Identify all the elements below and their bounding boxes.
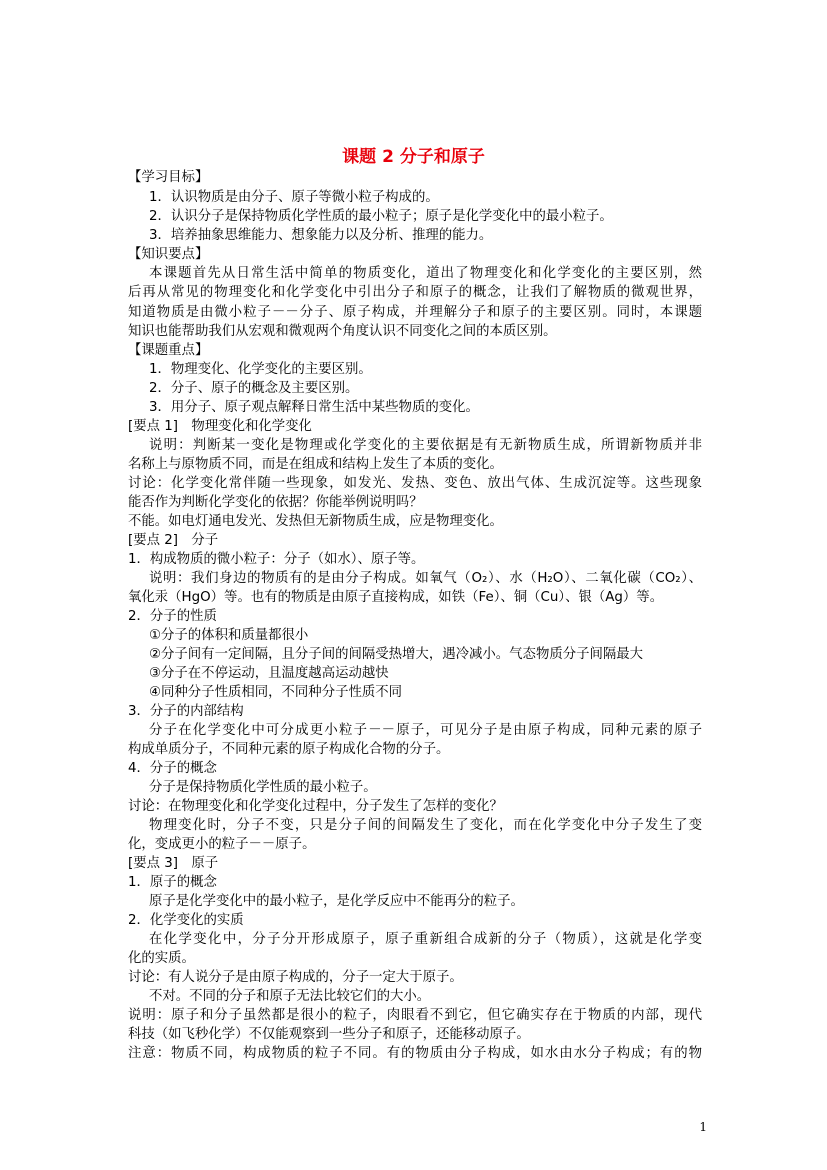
numbered-item: 1．构成物质的微小粒子：分子（如水）、原子等。 [128, 552, 425, 567]
numbered-item: 2．分子的性质 [128, 609, 217, 624]
section-heading-knowledge: 【知识要点】 [128, 247, 209, 262]
page-number: 1 [699, 1120, 707, 1134]
property-item: ④同种分子性质相同，不同种分子性质不同 [149, 685, 403, 700]
key-point-item: 2．分子、原子的概念及主要区别。 [149, 381, 359, 396]
paragraph-line: 知道物质是由微小粒子－－分子、原子构成，并理解分子和原子的主要区别。同时，本课题 [128, 305, 702, 320]
paragraph-line: 分子在化学变化中可分成更小粒子－－原子，可见分子是由原子构成，同种元素的原子 [149, 723, 702, 738]
paragraph-line: 说明：我们身边的物质有的是由分子构成。如氧气（O₂）、水（H₂O）、二氧化碳（CO₂）、 [149, 571, 702, 586]
paragraph-line: 不能。如电灯通电发光、发热但无新物质生成，应是物理变化。 [128, 514, 503, 529]
numbered-item: 4．分子的概念 [128, 761, 217, 776]
paragraph-line: 讨论：在物理变化和化学变化过程中，分子发生了怎样的变化？ [128, 799, 503, 814]
objective-item: 1．认识物质是由分子、原子等微小粒子构成的。 [149, 190, 439, 205]
section-heading-key-points: 【课题重点】 [128, 343, 209, 358]
numbered-item: 3．分子的内部结构 [128, 704, 244, 719]
paragraph-line: 能否作为判断化学变化的依据？你能举例说明吗？ [128, 495, 423, 510]
paragraph-line: 氧化汞（HgO）等。也有的物质是由原子直接构成，如铁（Fe）、铜（Cu）、银（Ag）等。 [128, 590, 664, 605]
page-title: 课题 2 分子和原子 [342, 147, 485, 167]
property-item: ③分子在不停运动，且温度越高运动越快 [149, 666, 389, 681]
numbered-item: 2．化学变化的实质 [128, 913, 244, 928]
property-item: ②分子间有一定间隔，且分子间的间隔受热增大，遇冷减小。气态物质分子间隔最大 [149, 647, 644, 662]
objective-item: 2．认识分子是保持物质化学性质的最小粒子；原子是化学变化中的最小粒子。 [149, 209, 613, 224]
subsection-heading: [要点 1] 物理变化和化学变化 [128, 419, 312, 434]
paragraph-line: 构成单质分子，不同种元素的原子构成化合物的分子。 [128, 742, 450, 757]
paragraph-line: 物理变化时，分子不变，只是分子间的间隔发生了变化，而在化学变化中分子发生了变 [149, 818, 702, 833]
key-point-item: 3．用分子、原子观点解释日常生活中某些物质的变化。 [149, 400, 479, 415]
paragraph-line: 原子是化学变化中的最小粒子，是化学反应中不能再分的粒子。 [149, 894, 524, 909]
paragraph-line: 化，变成更小的粒子－－原子。 [128, 837, 316, 852]
section-heading-objectives: 【学习目标】 [128, 170, 209, 185]
property-item: ①分子的体积和质量都很小 [149, 628, 309, 643]
paragraph-line: 科技（如飞秒化学）不仅能观察到一些分子和原子，还能移动原子。 [128, 1027, 530, 1042]
paragraph-line: 化的实质。 [128, 951, 195, 966]
paragraph-line: 分子是保持物质化学性质的最小粒子。 [149, 780, 377, 795]
paragraph-line: 后再从常见的物理变化和化学变化中引出分子和原子的概念，让我们了解物质的微观世界， [128, 285, 702, 300]
key-point-item: 1．物理变化、化学变化的主要区别。 [149, 362, 372, 377]
paragraph-line: 讨论：有人说分子是由原子构成的，分子一定大于原子。 [128, 970, 463, 985]
paragraph-line: 名称上与原物质不同，而是在组成和结构上发生了本质的变化。 [128, 457, 503, 472]
numbered-item: 1．原子的概念 [128, 875, 217, 890]
paragraph-line: 在化学变化中，分子分开形成原子，原子重新组合成新的分子（物质），这就是化学变 [149, 932, 702, 947]
paragraph-line: 注意：物质不同，构成物质的粒子不同。有的物质由分子构成，如水由水分子构成；有的物 [128, 1046, 702, 1061]
paragraph-line: 说明：原子和分子虽然都是很小的粒子，肉眼看不到它，但它确实存在于物质的内部，现代 [128, 1008, 702, 1023]
paragraph-line: 知识也能帮助我们从宏观和微观两个角度认识不同变化之间的本质区别。 [128, 324, 557, 339]
subsection-heading: [要点 3] 原子 [128, 856, 219, 871]
paragraph-line: 说明：判断某一变化是物理或化学变化的主要依据是有无新物质生成，所谓新物质并非 [149, 438, 702, 453]
paragraph-line: 讨论：化学变化常伴随一些现象，如发光、发热、变色、放出气体、生成沉淀等。这些现象 [128, 476, 702, 491]
objective-item: 3．培养抽象思维能力、想象能力以及分析、推理的能力。 [149, 228, 493, 243]
paragraph-line: 不对。不同的分子和原子无法比较它们的大小。 [149, 989, 431, 1004]
subsection-heading: [要点 2] 分子 [128, 533, 219, 548]
paragraph-line: 本课题首先从日常生活中简单的物质变化，道出了物理变化和化学变化的主要区别，然 [149, 266, 702, 281]
